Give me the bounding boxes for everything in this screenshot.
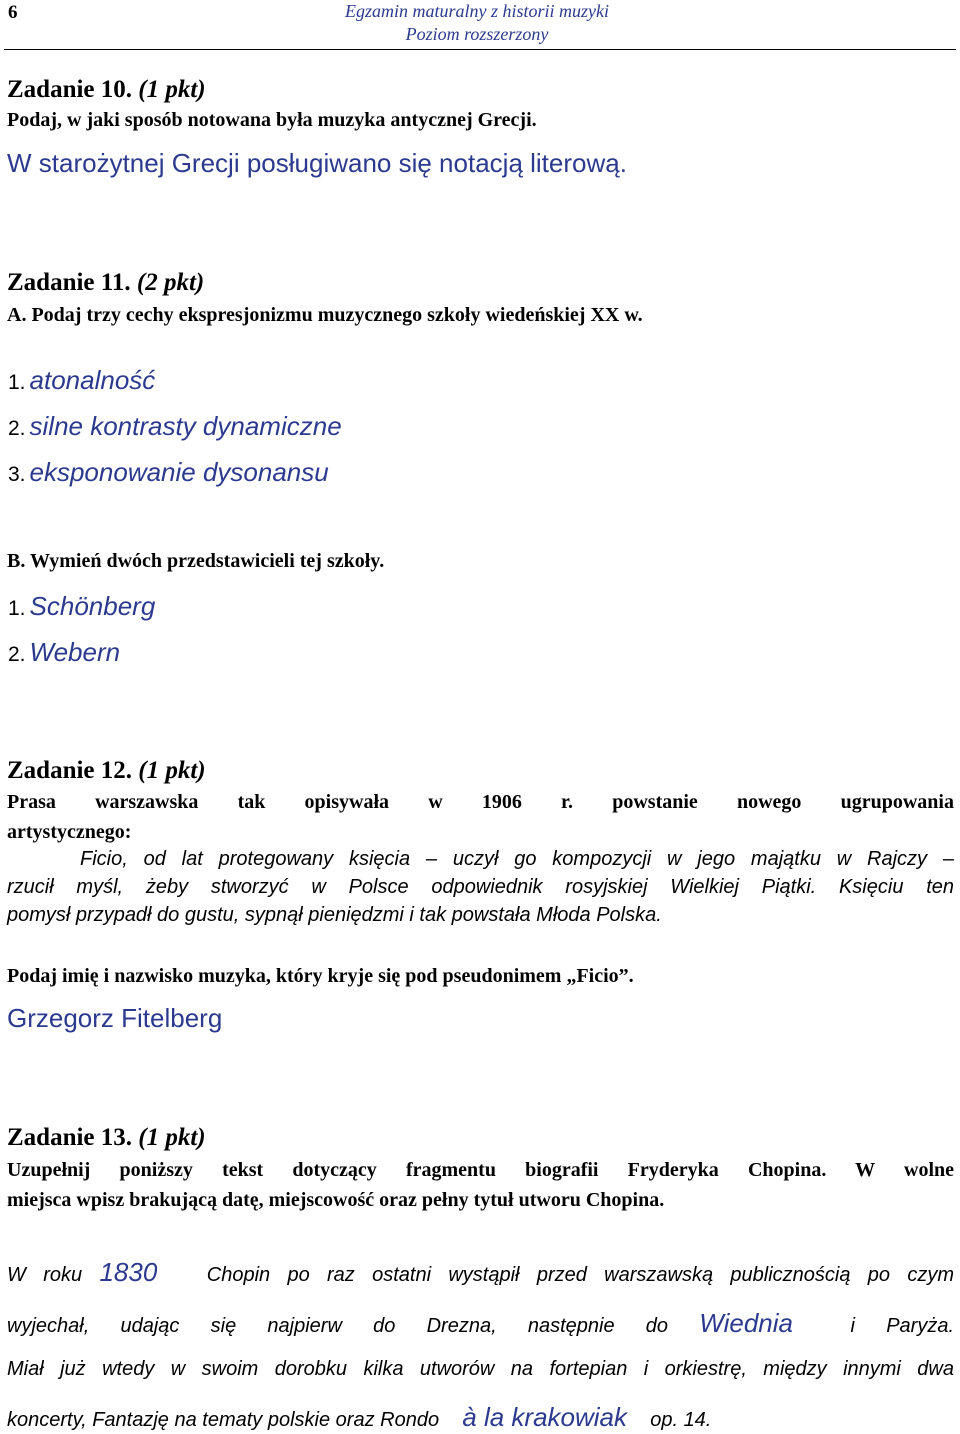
answer-text: silne kontrasty dynamiczne bbox=[29, 411, 342, 441]
task10-points: (1 pkt) bbox=[138, 76, 206, 103]
task13-text-line-1 bbox=[7, 1257, 954, 1288]
task12-quote-line-3: pomysł przypadł do gustu, sypnął pieniędzmi i tak powstała Młoda Polska. bbox=[7, 904, 662, 926]
text-fragment: wyjechał, udając się najpierw do Drezna, następnie do bbox=[7, 1315, 669, 1337]
task13-instruction-line-1: Uzupełnij poniższy tekst dotyczący fragmentu biografii Fryderyka Chopina. W wolne bbox=[7, 1159, 954, 1181]
answer-text: Webern bbox=[29, 637, 121, 667]
answer-text: atonalność bbox=[29, 365, 156, 395]
task13-heading-label: Zadanie 13. bbox=[7, 1124, 133, 1151]
task11-points: (2 pkt) bbox=[136, 269, 205, 296]
answer-text: eksponowanie dysonansu bbox=[29, 457, 329, 487]
answer-text: Schönberg bbox=[29, 591, 156, 621]
task10-heading bbox=[7, 76, 206, 104]
task11-a-item-1 bbox=[8, 365, 155, 396]
task13-text-line-3: Miał już wtedy w swoim dorobku kilka utworów na fortepian i orkiestrę, między innymi dwa bbox=[7, 1358, 954, 1380]
task12-intro-line-1: Prasa warszawska tak opisywała w 1906 r. powstanie nowego ugrupowania bbox=[7, 791, 954, 813]
text-fragment: op. 14. bbox=[650, 1409, 712, 1431]
task11-part-a-question: A. Podaj trzy cechy ekspresjonizmu muzycznego szkoły wiedeńskiej XX w. bbox=[7, 304, 643, 326]
task12-intro-line-2: artystycznego: bbox=[7, 821, 132, 843]
list-number: 3. bbox=[8, 463, 26, 486]
date-blank-answer: 1830 bbox=[99, 1257, 158, 1287]
header-divider bbox=[4, 49, 956, 50]
task12-answer: Grzegorz Fitelberg bbox=[7, 1003, 223, 1033]
list-number: 2. bbox=[8, 417, 26, 440]
page-number: 6 bbox=[8, 2, 18, 23]
task11-a-item-2 bbox=[8, 411, 342, 442]
text-fragment: koncerty, Fantazję na tematy polskie oraz Rondo bbox=[7, 1409, 440, 1431]
city-blank-answer: Wiednia bbox=[699, 1308, 794, 1338]
task13-points: (1 pkt) bbox=[138, 1124, 206, 1151]
list-number: 1. bbox=[8, 597, 26, 620]
list-number: 2. bbox=[8, 643, 26, 666]
task12-heading-label: Zadanie 12. bbox=[7, 757, 133, 784]
task11-part-b-question: B. Wymień dwóch przedstawicieli tej szkoły. bbox=[7, 550, 385, 572]
task12-heading bbox=[7, 757, 206, 785]
task11-a-item-3 bbox=[8, 457, 329, 488]
text-fragment: W roku bbox=[7, 1264, 83, 1286]
task11-heading bbox=[7, 269, 204, 297]
task10-question: Podaj, w jaki sposób notowana była muzyka antycznej Grecji. bbox=[7, 109, 537, 131]
task12-quote-line-1: Ficio, od lat protegowany księcia – uczył go kompozycji w jego majątku w Rajczy – bbox=[80, 848, 954, 870]
exam-level: Poziom rozszerzony bbox=[405, 24, 549, 44]
task10-heading-label: Zadanie 10. bbox=[7, 76, 133, 103]
task12-quote-line-2: rzucił myśl, żeby stworzyć w Polsce odpowiednik rosyjskiej Wielkiej Piątki. Księciu ten bbox=[7, 876, 954, 898]
task13-text-line-4 bbox=[7, 1402, 711, 1433]
title-blank-answer: à la krakowiak bbox=[462, 1402, 627, 1432]
task13-instruction-line-2: miejsca wpisz brakującą datę, miejscowość oraz pełny tytuł utworu Chopina. bbox=[7, 1189, 665, 1211]
exam-title: Egzamin maturalny z historii muzyki bbox=[345, 1, 609, 21]
task13-heading bbox=[7, 1124, 206, 1152]
task10-answer: W starożytnej Grecji posługiwano się notacją literową. bbox=[7, 148, 627, 178]
task11-b-item-1 bbox=[8, 591, 155, 622]
task12-question: Podaj imię i nazwisko muzyka, który kryje się pod pseudonimem „Ficio”. bbox=[7, 965, 634, 987]
task13-text-line-2 bbox=[7, 1308, 954, 1339]
text-fragment: i Paryża. bbox=[850, 1315, 954, 1337]
task11-heading-label: Zadanie 11. bbox=[7, 269, 131, 296]
text-fragment: Chopin po raz ostatni wystąpił przed warszawską publicznością po czym bbox=[206, 1264, 955, 1286]
task11-b-item-2 bbox=[8, 637, 120, 668]
list-number: 1. bbox=[8, 371, 26, 394]
task12-points: (1 pkt) bbox=[138, 757, 206, 784]
